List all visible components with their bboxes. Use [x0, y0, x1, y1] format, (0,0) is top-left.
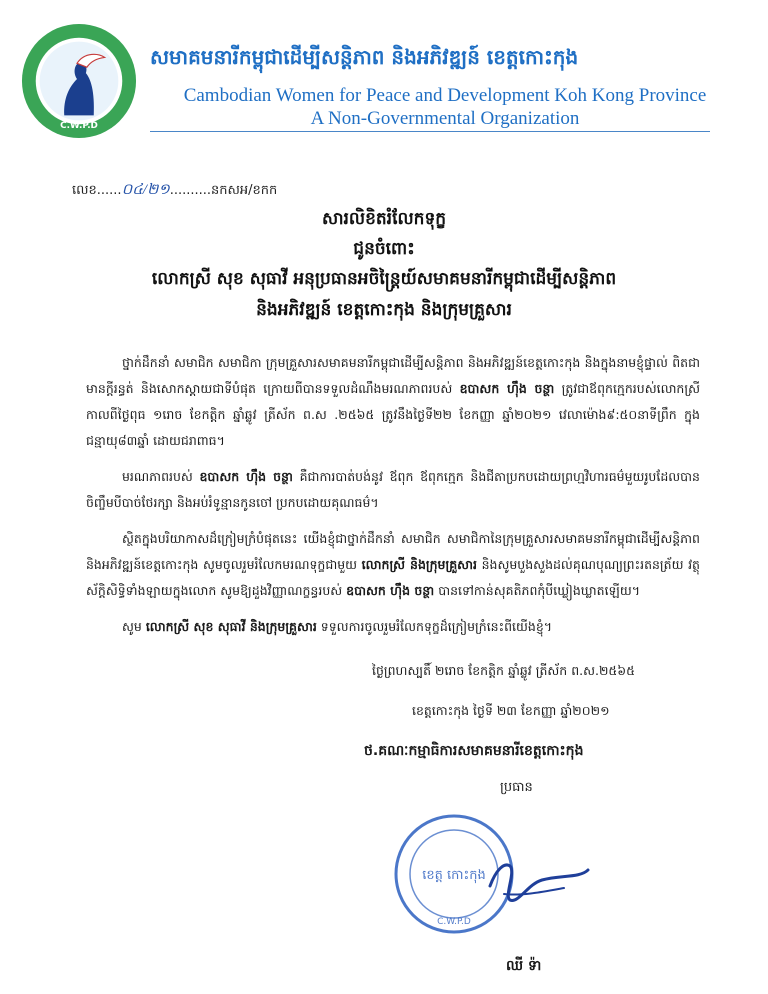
signature-icon [490, 865, 588, 901]
paragraph-2: មរណភាពរបស់ ឧបាសក ហ៊ឹង ចន្ថា គឺជាការបាត់បង់នូវ ឪពុក ឪពុកក្មេក និងជីតាប្រកបដោយព្រហ្មវិហារធម៌មួយរូបដែលបានចិញ្ចឹមបីបាច់ថែរក្សា និងអប់រំទូន្មានកូនចៅ ប្រកបដោយគុណធម៌។ [86, 469, 700, 510]
reference-handwritten-year: ២១ [146, 182, 170, 198]
organization-logo-icon [20, 22, 138, 140]
paragraph-1: ថ្នាក់ដឹកនាំ សមាជិក សមាជិកា ក្រុមគ្រួសារសមាគមនារីកម្ពុជាដើម្បីសន្តិភាព និងអភិវឌ្ឍន៍ខេត្តកោះកុង និងក្នុងនាមខ្ញុំផ្ទាល់ ពិតជាមានក្តីរន្ធត់ និងសោកស្តាយជាទីបំផុត ក្រោយពីបានទទួលដំណឹងមរណភាពរបស់ ឧបាសក ហ៊ឹង ចន្ថា ត្រូវជាឪពុកក្មេករបស់លោកស្រី កាលពីថ្ងៃពុធ ១រោច ខែកត្តិក ឆ្នាំឆ្លូវ ត្រីស័ក ព.ស .២៥៦៥ ត្រូវនឹងថ្ងៃទី២២ ខែកញ្ញា ឆ្នាំ២០២១ វេលាម៉ោង៩:៥០នាទីព្រឹក ក្នុងជន្មាយុ៨៣ឆ្នាំ ដោយជរាពាធ។ [86, 355, 700, 448]
org-name-kh: សមាគមនារីកម្ពុជាដើម្បីសន្តិភាព និងអភិវឌ្ឍន៍ ខេត្តកោះកុង [150, 45, 579, 69]
reference-prefix: លេខ...... [72, 183, 122, 198]
recipient-line2: និងអភិវឌ្ឍន៍ ខេត្តកោះកុង និងក្រុមគ្រួសារ [256, 300, 512, 320]
lunar-date: ថ្ងៃព្រហស្បតិ៍ ២រោច ខែកត្តិក ឆ្នាំឆ្លូវ ត្រីស័ក ព.ស.២៥៦៥ [372, 663, 635, 678]
paragraph-3: ស្ថិតក្នុងបរិយាកាសដ៏ក្រៀមក្រំបំផុតនេះ យើងខ្ញុំជាថ្នាក់ដឹកនាំ សមាជិក សមាជិកានៃក្រុមគ្រួសារសមាគមនារីកម្ពុជាដើម្បីសន្តិភាព និងអភិវឌ្ឍន៍ខេត្តកោះកុង សូមចូលរួមរំលែកមរណទុក្ខជាមួយ លោកស្រី និងក្រុមគ្រួសារ និងសូមបួងសួងដល់គុណបុណ្យព្រះរតនត្រ័យ វត្ថុស័ក្តិសិទ្ធិទាំងឡាយក្នុងលោក សូមឱ្យដួងវិញ្ញាណក្ខន្ធរបស់ ឧបាសក ហ៊ឹង ចន្ថា បានទៅកាន់សុគតិភពកុំបីឃ្លៀងឃ្លាតឡើយ។ [86, 531, 700, 598]
paragraph-4: សូម លោកស្រី សុខ សុធាវី និងក្រុមគ្រួសារ ទទួលការចូលរួមរំលែកទុក្ខដ៏ក្រៀមក្រំនេះពីយើងខ្ញុំ។ [122, 619, 553, 634]
letter-body [86, 350, 700, 650]
signer-name: ឈី ទ៉ា [506, 958, 542, 974]
letter-to: ជូនចំពោះ [353, 239, 415, 259]
stamp-text: ខេត្ត កោះកុង [422, 868, 486, 883]
reference-suffix: ..........នកសអ/ខកក [169, 183, 278, 198]
letter-title: សារលិខិតរំលែកទុក្ខ [321, 209, 447, 229]
org-name-en-line1: Cambodian Women for Peace and Development Koh Kong Province [183, 85, 707, 106]
org-name-en [150, 84, 740, 130]
solar-date: ខេត្តកោះកុង ថ្ងៃទី ២៣ ខែកញ្ញា ឆ្នាំ២០២១ [412, 703, 610, 718]
recipient-line1: លោកស្រី សុខ សុធាវី អនុប្រធានអចិន្ត្រៃយ៍សមាគមនារីកម្ពុជាដើម្បីសន្តិភាព [151, 269, 617, 289]
logo-acronym: C.W.P.D [60, 121, 98, 132]
org-name-en-line2: A Non-Governmental Organization [310, 108, 580, 129]
header-divider [150, 131, 710, 132]
reference-handwritten-number: ០៤/ [121, 182, 147, 198]
signing-committee: ថ.គណៈកម្មាធិការសមាគមនារីខេត្តកោះកុង [364, 743, 584, 759]
stamp-ring-text: C.W.P.D [437, 917, 471, 927]
official-stamp-icon [392, 800, 602, 940]
signer-role: ប្រធាន [500, 780, 533, 795]
reference-number [72, 180, 277, 202]
